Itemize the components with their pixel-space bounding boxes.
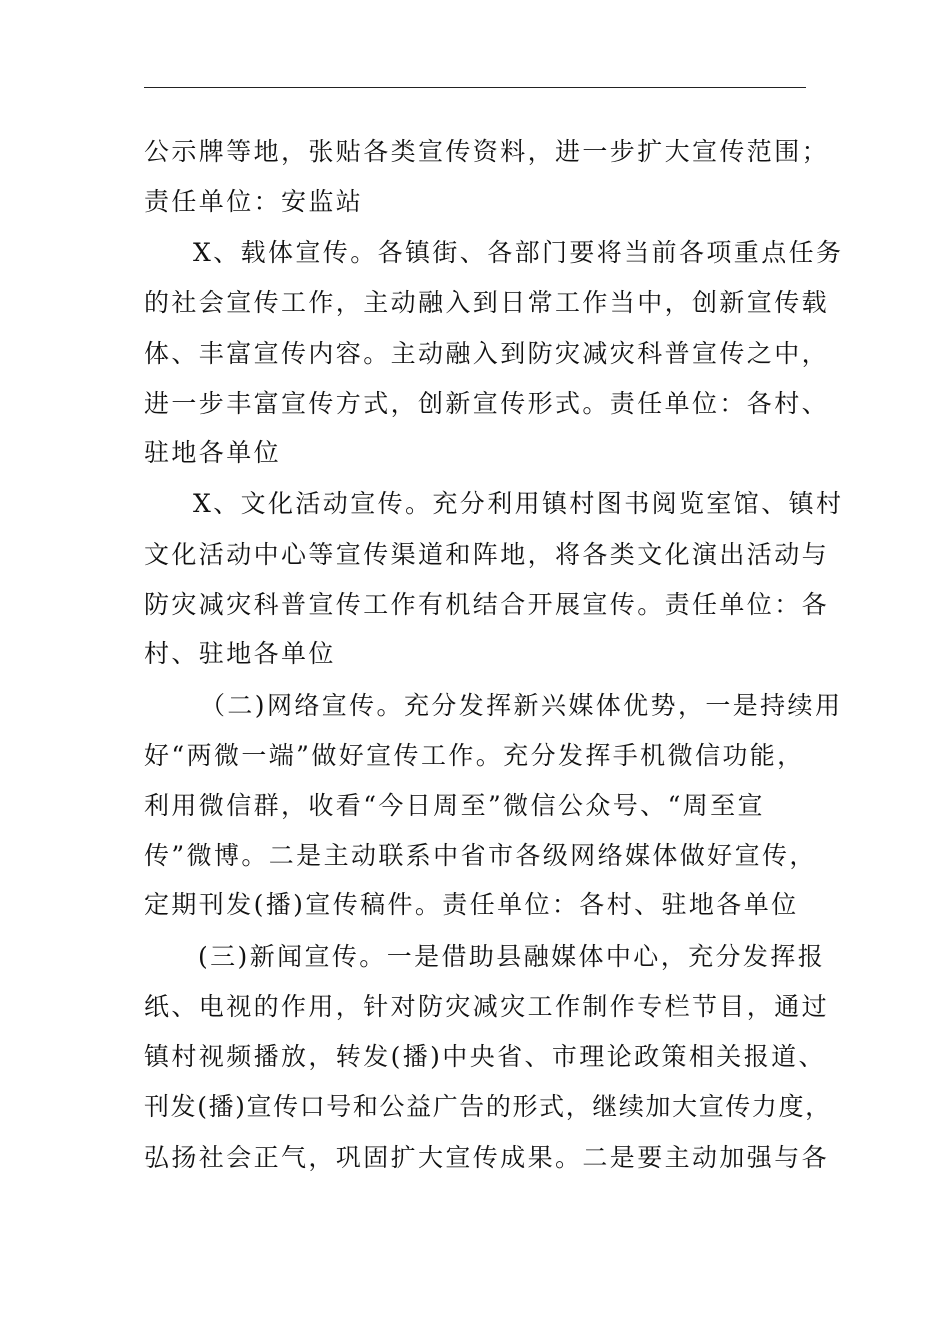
paragraph-first-line: X、文化活动宣传。充分利用镇村图书阅览室馆、镇村	[193, 489, 844, 518]
text-line: 的社会宣传工作，主动融入到日常工作当中，创新宣传载	[144, 288, 830, 317]
text-line: 定期刊发(播)宣传稿件。责任单位：各村、驻地各单位	[144, 890, 799, 919]
text-line: 公示牌等地，张贴各类宣传资料，进一步扩大宣传范围；	[144, 137, 830, 166]
text-line: 传”微博。二是主动联系中省市各级网络媒体做好宣传，	[144, 841, 817, 870]
text-line: 进一步丰富宣传方式，创新宣传形式。责任单位：各村、	[144, 389, 830, 418]
text-line: 体、丰富宣传内容。主动融入到防灾减灾科普宣传之中，	[144, 339, 830, 368]
section-heading-line: （二)网络宣传。充分发挥新兴媒体优势，一是持续用	[200, 691, 843, 720]
text-line: 责任单位：安监站	[144, 187, 364, 216]
text-line: 纸、电视的作用，针对防灾减灾工作制作专栏节目，通过	[144, 992, 830, 1021]
paragraph-first-line: X、载体宣传。各镇街、各部门要将当前各项重点任务	[193, 238, 844, 267]
header-rule	[144, 87, 806, 88]
text-line: 村、驻地各单位	[144, 639, 336, 668]
text-line: 防灾减灾科普宣传工作有机结合开展宣传。责任单位：各	[144, 590, 830, 619]
text-line: 驻地各单位	[144, 438, 282, 467]
section-heading-line: (三)新闻宣传。一是借助县融媒体中心，充分发挥报	[198, 942, 826, 971]
text-line: 利用微信群，收看“今日周至”微信公众号、“周至宣	[144, 791, 765, 820]
text-line: 刊发(播)宣传口号和公益广告的形式，继续加大宣传力度，	[144, 1092, 832, 1121]
text-line: 文化活动中心等宣传渠道和阵地，将各类文化演出活动与	[144, 540, 830, 569]
text-line: 镇村视频播放，转发(播)中央省、市理论政策相关报道、	[144, 1042, 826, 1071]
text-line: 弘扬社会正气，巩固扩大宣传成果。二是要主动加强与各	[144, 1143, 830, 1172]
text-line: 好“两微一端”做好宣传工作。充分发挥手机微信功能，	[144, 741, 805, 770]
